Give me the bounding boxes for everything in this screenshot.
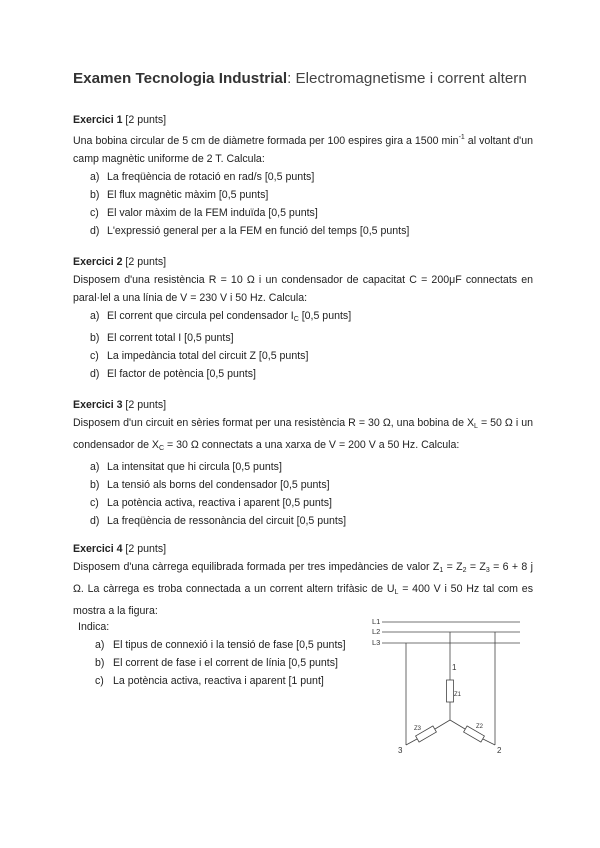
question-letter: c) — [90, 207, 99, 219]
question-sub: C — [293, 316, 299, 323]
question-letter: b) — [90, 189, 100, 201]
intro-part: Disposem d'un circuit en sèries format per una resistència R = 30 Ω, una bobina de X — [73, 417, 475, 429]
question-text: La impedància total del circuit Z [0,5 punts] — [107, 350, 309, 362]
question-item — [73, 186, 533, 204]
label-z1: Z1 — [454, 692, 462, 698]
exercise-3-questions — [73, 458, 533, 530]
question-item — [73, 347, 533, 365]
wire-phase-3 — [435, 720, 450, 729]
question-item — [78, 636, 368, 654]
intro-part: = 6 + 8 j Ω. La càrrega es troba connectada a un corrent altern trifàsic de U — [73, 561, 533, 595]
node-1: 1 — [452, 663, 457, 672]
question-text: La potència activa, reactiva i aparent [1 punt] — [113, 675, 324, 687]
intro-sub: 3 — [485, 567, 490, 574]
label-l3: L3 — [372, 638, 381, 647]
exercise-4-intro — [73, 558, 533, 620]
question-letter: b) — [95, 657, 105, 669]
node-3: 3 — [398, 746, 403, 755]
exercise-4-title: Exercici 4 — [73, 543, 123, 555]
exercise-4 — [73, 540, 533, 620]
label-l1: L1 — [372, 617, 381, 626]
question-text: El valor màxim de la FEM induïda [0,5 punts] — [107, 207, 318, 219]
question-text: La tensió als borns del condensador [0,5 punts] — [107, 479, 330, 491]
question-item — [73, 512, 533, 530]
exercise-2-heading — [73, 253, 533, 271]
question-item — [73, 168, 533, 186]
intro-part: = 400 V i 50 Hz tal com es mostra a la figura: — [73, 583, 533, 617]
question-item — [73, 204, 533, 222]
intro-sup: -1 — [458, 134, 465, 141]
question-letter: d) — [90, 225, 100, 237]
intro-part: Disposem d'una càrrega equilibrada formada per tres impedàncies de valor Z — [73, 561, 440, 573]
three-phase-circuit-figure — [370, 612, 530, 757]
question-letter: c) — [90, 350, 99, 362]
exercise-1-heading — [73, 111, 533, 129]
exercise-4-heading — [73, 540, 533, 558]
question-text: El factor de potència [0,5 punts] — [107, 368, 256, 380]
exercise-3-intro — [73, 414, 533, 458]
intro-sub: C — [159, 445, 165, 452]
exercise-3 — [73, 396, 533, 530]
question-item — [73, 222, 533, 240]
page-title — [73, 70, 527, 87]
question-item — [73, 458, 533, 476]
question-text: [0,5 punts] — [298, 310, 352, 322]
question-letter: a) — [90, 171, 100, 183]
question-text: La potència activa, reactiva i aparent [0,5 punts] — [107, 497, 332, 509]
exercise-2-title: Exercici 2 — [73, 256, 123, 268]
question-letter: a) — [90, 310, 100, 322]
exercise-2-questions — [73, 307, 533, 383]
intro-sub: L — [394, 589, 399, 596]
question-letter: c) — [90, 497, 99, 509]
label-l2: L2 — [372, 627, 381, 636]
question-letter: b) — [90, 479, 100, 491]
exercise-4-questions — [78, 636, 368, 690]
question-item — [73, 365, 533, 383]
exercise-2 — [73, 253, 533, 383]
question-letter: b) — [90, 332, 100, 344]
question-text: El corrent que circula pel condensador I — [107, 310, 294, 322]
question-letter: c) — [95, 675, 104, 687]
question-item — [73, 329, 533, 347]
exercise-1-intro — [73, 129, 533, 168]
exercise-4-points: [2 punts] — [122, 543, 167, 555]
exercise-2-points: [2 punts] — [122, 256, 167, 268]
question-item — [78, 672, 368, 690]
exercise-1-points: [2 punts] — [122, 114, 167, 126]
question-letter: d) — [90, 368, 100, 380]
question-text: El tipus de connexió i la tensió de fase [0,5 punts] — [113, 639, 346, 651]
intro-part: al voltant d'un camp magnètic uniforme de 2 T. Calcula: — [73, 135, 533, 165]
exercise-1 — [73, 111, 533, 240]
label-z3: Z3 — [414, 726, 422, 732]
question-item — [73, 307, 533, 329]
question-text: L'expressió general per a la FEM en funció del temps [0,5 punts] — [107, 225, 410, 237]
intro-part: = Z — [443, 561, 463, 573]
node-2: 2 — [497, 746, 502, 755]
exercise-3-heading — [73, 396, 533, 414]
exercise-4-questions-block — [78, 618, 368, 690]
question-item — [78, 654, 368, 672]
question-text: El flux magnètic màxim [0,5 punts] — [107, 189, 269, 201]
impedance-z1 — [447, 680, 454, 702]
question-letter: d) — [90, 515, 100, 527]
wire-phase-3-end — [406, 739, 417, 745]
intro-part: = Z — [466, 561, 486, 573]
intro-sub: L — [474, 423, 478, 430]
wire-phase-2 — [450, 720, 465, 729]
intro-sub: 2 — [462, 567, 467, 574]
exercise-1-title: Exercici 1 — [73, 114, 123, 126]
indica-label: Indica: — [78, 621, 110, 633]
question-letter: a) — [95, 639, 105, 651]
question-item — [73, 494, 533, 512]
question-text: La freqüència de ressonància del circuit [0,5 punts] — [107, 515, 347, 527]
exercise-1-questions — [73, 168, 533, 240]
intro-sub: 1 — [439, 567, 444, 574]
question-item — [73, 476, 533, 494]
question-text: El corrent de fase i el corrent de línia [0,5 punts] — [113, 657, 338, 669]
question-letter: a) — [90, 461, 100, 473]
intro-part: Una bobina circular de 5 cm de diàmetre formada per 100 espires gira a 1500 min — [73, 135, 459, 147]
intro-part: = 50 Ω i un condensador de X — [73, 417, 534, 451]
exercise-2-intro: Disposem d'una resistència R = 10 Ω i un condensador de capacitat C = 200μF connectats en paral·lel a una línia de V = 230 V i 50 Hz. Calcula: — [73, 274, 533, 304]
exercise-3-points: [2 punts] — [122, 399, 167, 411]
wire-phase-2-end — [483, 739, 495, 745]
question-text: La intensitat que hi circula [0,5 punts] — [107, 461, 282, 473]
label-z2: Z2 — [476, 724, 484, 730]
question-text: El corrent total I [0,5 punts] — [107, 332, 234, 344]
exercise-3-title: Exercici 3 — [73, 399, 123, 411]
title-rest: : Electromagnetisme i corrent altern — [287, 70, 527, 87]
title-bold: Examen Tecnologia Industrial — [73, 70, 288, 87]
intro-part: = 30 Ω connectats a una xarxa de V = 200 V a 50 Hz. Calcula: — [164, 439, 460, 451]
question-text: La freqüència de rotació en rad/s [0,5 punts] — [107, 171, 315, 183]
